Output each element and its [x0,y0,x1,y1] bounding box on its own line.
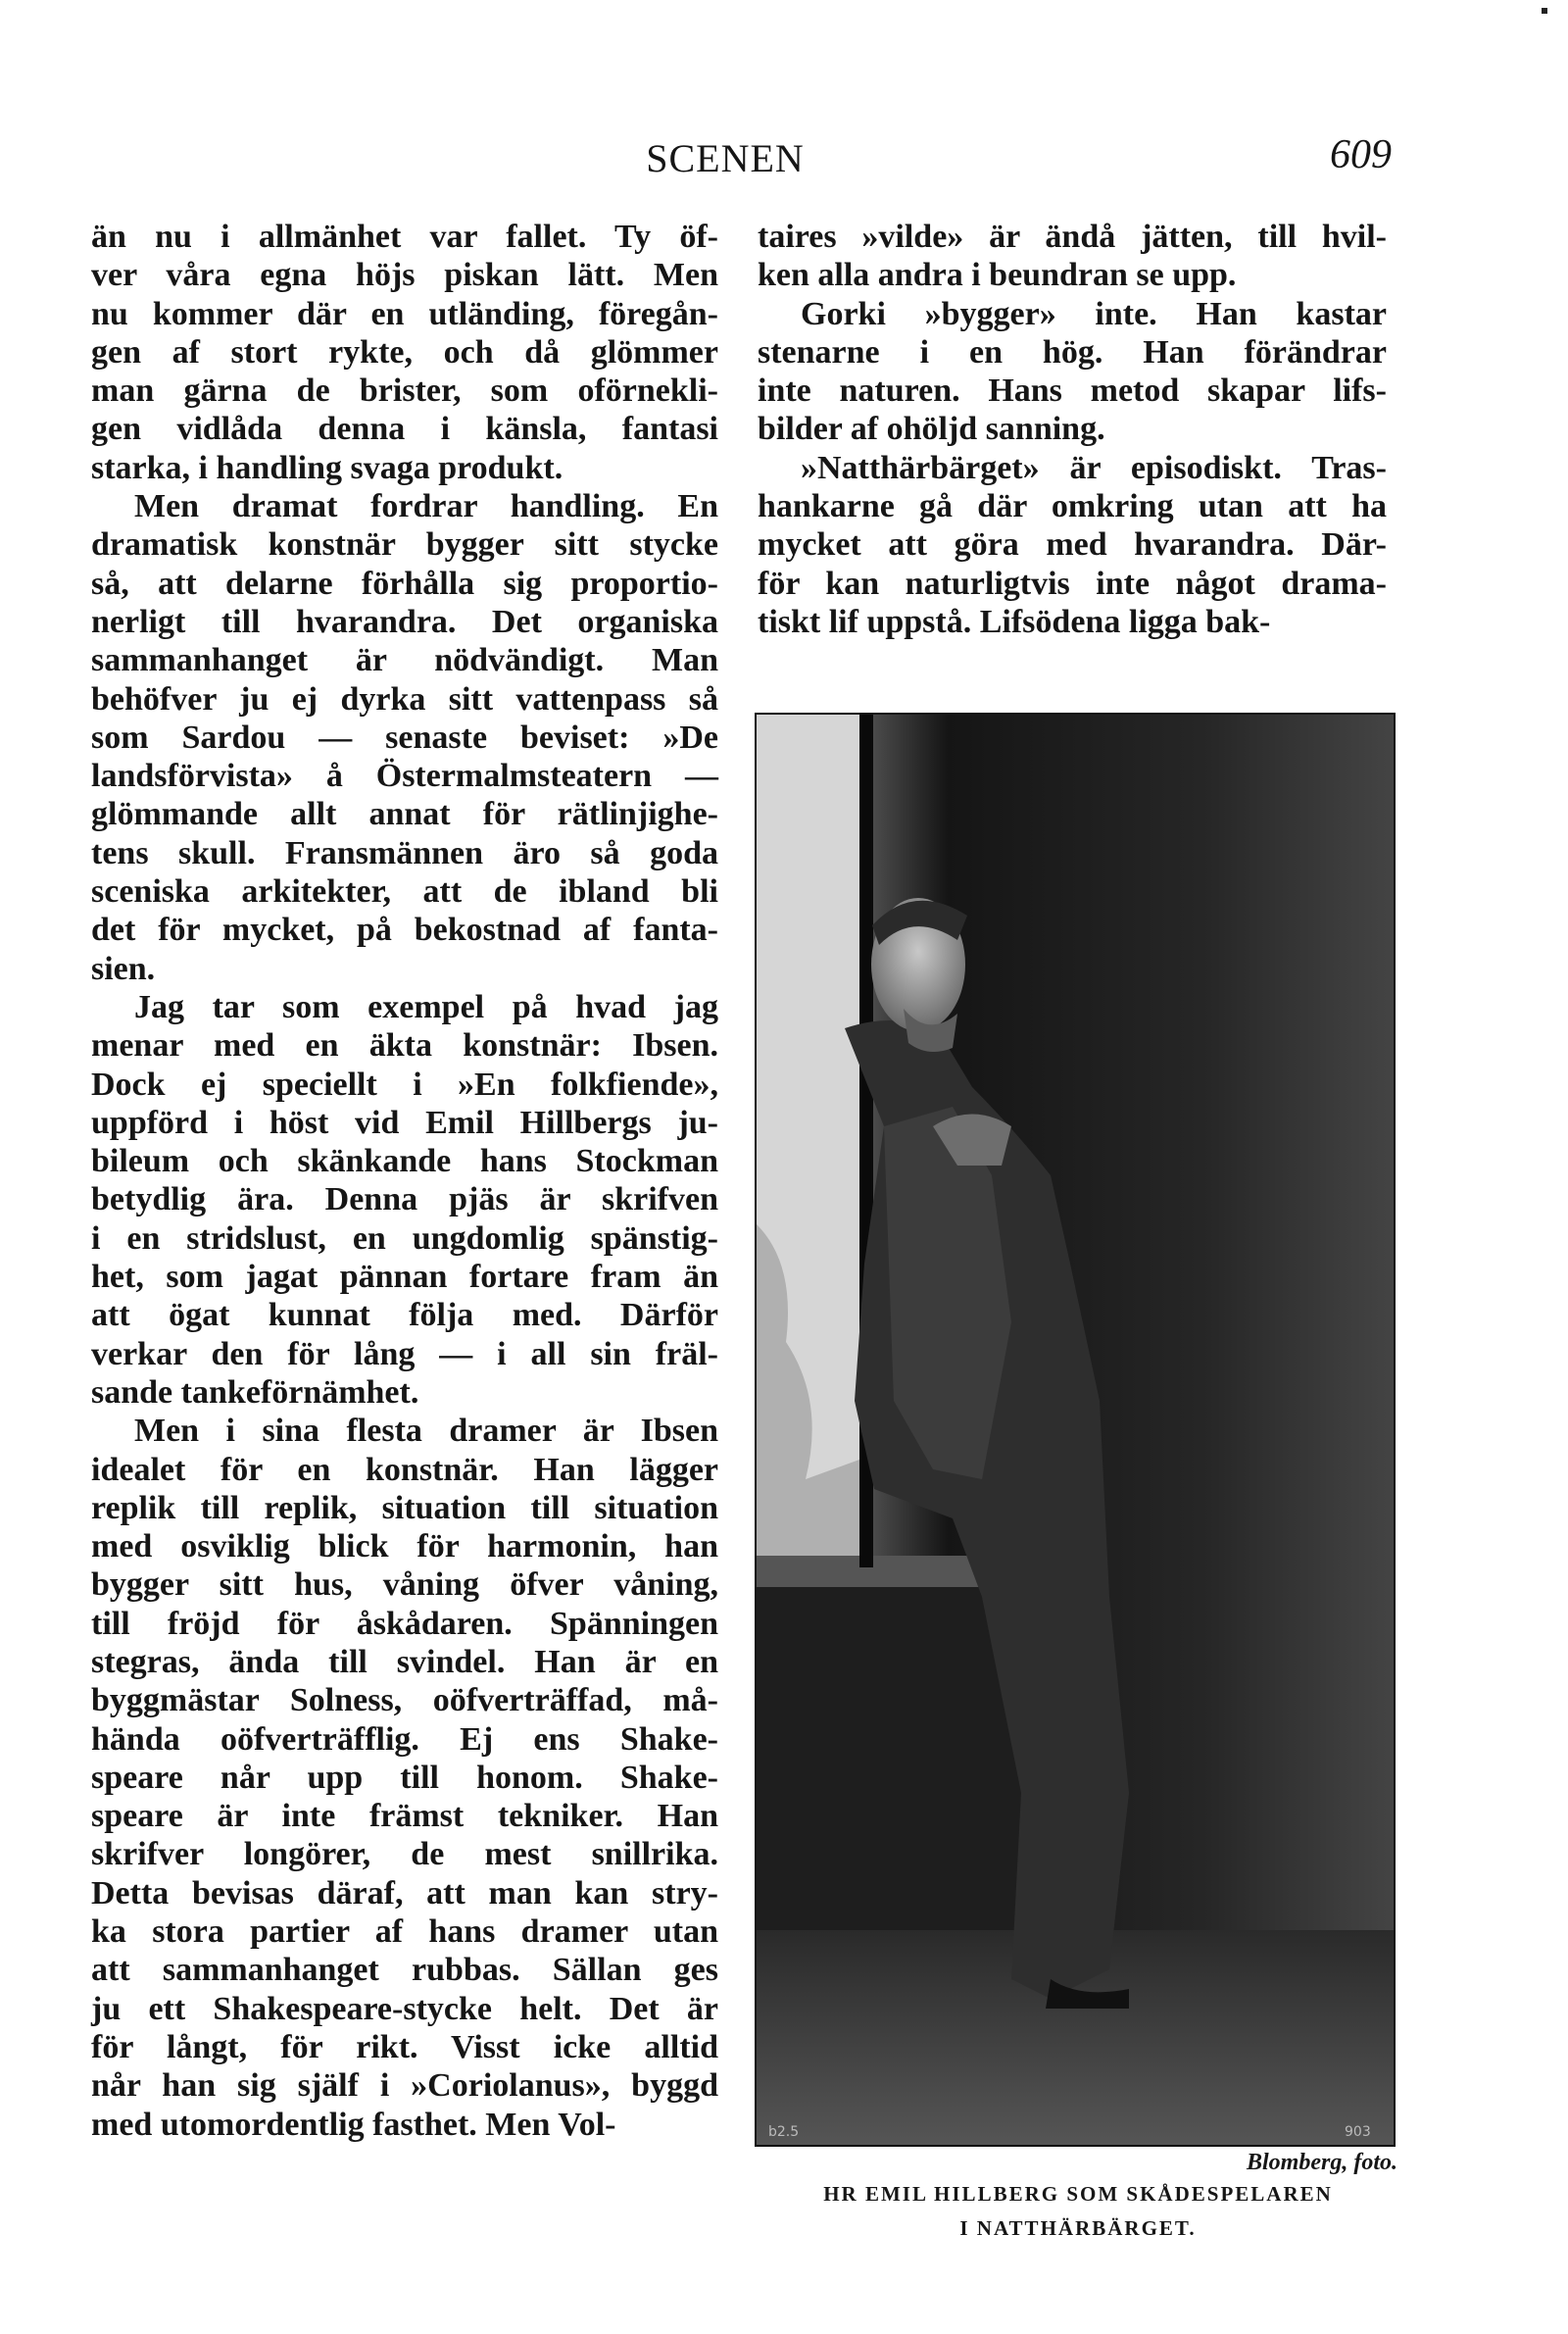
text-line: så, att delarne förhålla sig proportio- [91,565,718,602]
text-line: tiskt lif uppstå. Lifsödena ligga bak- [758,603,1271,640]
text-line: nu kommer där en utländing, föregån- [91,295,718,332]
text-line: byggmästar Solness, oöfverträffad, må- [91,1682,718,1719]
text-line: ka stora partier af hans dramer utan [91,1913,718,1951]
text-line: Men dramat fordrar handling. En [134,488,718,525]
text-line: verkar den för lång — i all sin fräl- [91,1335,718,1372]
page-number: 609 [1330,132,1392,177]
text-line: bilder af ohöljd sanning. [758,411,1105,448]
text-line: stenarne i en hög. Han förändrar [758,333,1387,371]
text-line: skrifver longörer, de mest snillrika. [91,1836,718,1873]
text-line: »Natthärbärget» är episodiskt. Tras- [801,449,1387,486]
text-line: uppförd i höst vid Emil Hillbergs ju- [91,1104,718,1141]
paragraph [758,218,1387,295]
text-line: når han sig själf i »Coriolanus», byggd [91,2067,718,2105]
text-line: stegras, ända till svindel. Han är en [91,1643,718,1680]
paragraph [91,487,718,988]
text-line: behöfver ju ej dyrka sitt vattenpass så [91,680,718,718]
text-line: Detta bevisas däraf, att man kan stry- [91,1874,718,1912]
text-line: sammanhanget är nödvändigt. Man [91,642,718,679]
text-line: inte naturen. Hans metod skapar lifs- [758,372,1387,410]
text-line: att ögat kunnat följa med. Därför [91,1297,718,1334]
photo-caption-line-1: HR EMIL HILLBERG SOM SKÅDESPELAREN [823,2182,1333,2206]
text-line: sien. [91,950,156,987]
text-line: det för mycket, på bekostnad af fanta- [91,912,718,949]
photo-corner-mark-right: 903 [1345,2124,1371,2140]
text-line: betydlig ära. Denna pjäs är skrifven [91,1181,718,1218]
paragraph [91,218,718,487]
text-line: tens skull. Fransmännen äro så goda [91,834,718,871]
text-line: med utomordentlig fasthet. Men Vol- [91,2106,616,2143]
paragraph [91,1412,718,2144]
text-line: Men i sina flesta dramer är Ibsen [134,1413,718,1450]
text-line: med osviklig blick för harmonin, han [91,1528,718,1565]
text-line: ken alla andra i beundran se upp. [758,257,1237,294]
text-line: sande tankeförnämhet. [91,1373,419,1411]
text-line: för långt, för rikt. Visst icke alltid [91,2028,718,2065]
text-line: i en stridslust, en ungdomlig spänstig- [91,1219,718,1257]
text-line: replik till replik, situation till situation [91,1489,718,1526]
text-line: bygger sitt hus, våning öfver våning, [91,1566,718,1604]
text-line: landsförvista» å Östermalmsteatern — [91,758,718,795]
text-line: Jag tar som exempel på hvad jag [134,988,718,1025]
running-title: SCENEN [646,136,805,180]
text-line: idealet för en konstnär. Han lägger [91,1451,718,1488]
text-line: ver våra egna höjs piskan lätt. Men [91,257,718,294]
text-line: speare når upp till honom. Shake- [91,1759,718,1796]
text-line: glömmande allt annat för rätlinjighe- [91,796,718,833]
text-line: mycket att göra med hvarandra. Där- [758,526,1387,564]
text-line: het, som jagat pännan fortare fram än [91,1259,718,1296]
photo-corner-mark-left: b2.5 [768,2124,800,2140]
text-line: Dock ej speciellt i »En folkfiende», [91,1066,718,1103]
text-line: starka, i handling svaga produkt. [91,449,564,486]
left-text-column [91,218,718,2144]
text-line: man gärna de brister, som oförnekli- [91,372,718,410]
text-line: speare är inte främst tekniker. Han [91,1798,718,1835]
text-line: hända oöfverträfflig. Ej ens Shake- [91,1720,718,1758]
paragraph [758,449,1387,641]
text-line: ju ett Shakespeare-stycke helt. Det är [91,1990,718,2027]
text-line: nerligt till hvarandra. Det organiska [91,603,718,640]
text-line: menar med en äkta konstnär: Ibsen. [91,1027,718,1065]
photograph-image [757,715,1394,2145]
photo-credit: Blomberg, foto. [1247,2150,1397,2175]
text-line: för kan naturligtvis inte något drama- [758,565,1387,602]
paragraph [758,295,1387,449]
text-line: gen vidlåda denna i känsla, fantasi [91,411,718,448]
text-line: som Sardou — senaste beviset: »De [91,719,718,756]
text-line: att sammanhanget rubbas. Sällan ges [91,1952,718,1989]
text-line: till fröjd för åskådaren. Spänningen [91,1605,718,1642]
photograph-actor [755,713,1396,2147]
paragraph [91,988,718,1412]
text-line: än nu i allmänhet var fallet. Ty öf- [91,219,718,255]
scan-edge-mark [1542,8,1547,14]
text-line: dramatisk konstnär bygger sitt stycke [91,526,718,564]
right-text-column [758,218,1387,641]
text-line: sceniska arkitekter, att de ibland bli [91,873,718,911]
text-line: Gorki »bygger» inte. Han kastar [801,295,1387,332]
text-line: hankarne gå där omkring utan att ha [758,488,1387,525]
text-line: gen af stort rykte, och då glömmer [91,333,718,371]
text-line: bileum och skänkande hans Stockman [91,1143,718,1180]
text-line: taires »vilde» är ändå jätten, till hvil- [758,219,1387,255]
photo-caption-line-2: I NATTHÄRBÄRGET. [959,2216,1197,2240]
